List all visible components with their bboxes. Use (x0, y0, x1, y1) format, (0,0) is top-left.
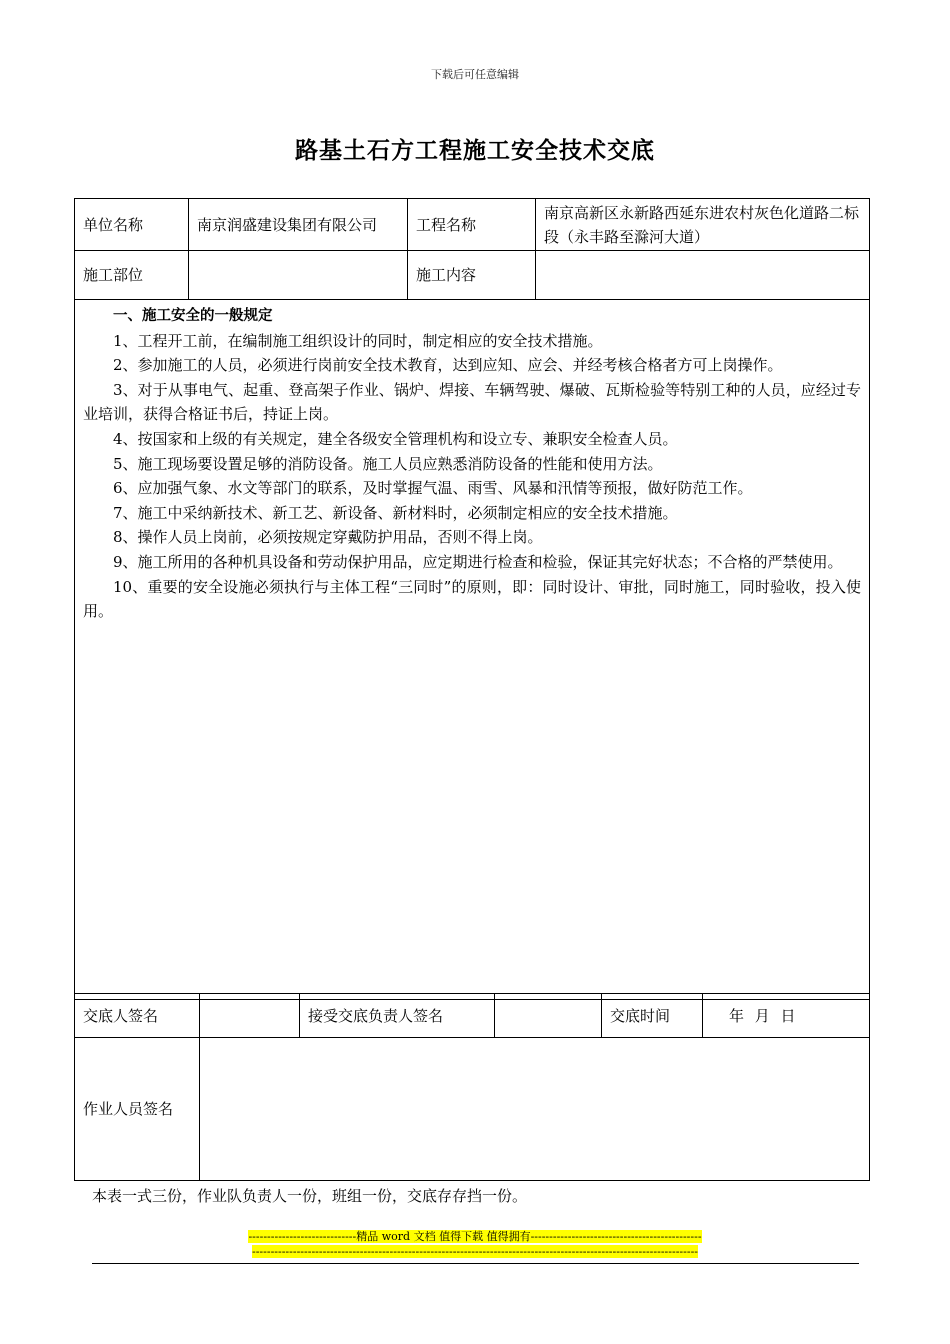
rule-item: 7、施工中采纳新技术、新工艺、新设备、新材料时，必须制定相应的安全技术措施。 (113, 503, 678, 522)
rule-item: 6、应加强气象、水文等部门的联系，及时掌握气温、雨雪、风暴和汛情等预报，做好防范工作。 (113, 479, 753, 498)
rule-item: 2、参加施工的人员，必须进行岗前安全技术教育，达到应知、应会、并经考核合格者方可上岗操作。 (113, 356, 783, 375)
info-row-unit (75, 199, 870, 251)
disclosure-body (75, 300, 870, 1000)
rule-item: 8、操作人员上岗前，必须按规定穿戴防护用品，否则不得上岗。 (113, 528, 543, 547)
rule-item: 4、按国家和上级的有关规定，建全各级安全管理机构和设立专、兼职安全检查人员。 (113, 429, 678, 448)
promo-banner (0, 1230, 950, 1244)
workers-label: 作业人员签名 (75, 1038, 200, 1181)
content-label: 施工内容 (408, 251, 536, 300)
promo-banner-dashes (0, 1245, 950, 1259)
info-row-part (75, 251, 870, 300)
info-table (74, 198, 870, 1000)
rule-item: 5、施工现场要设置足够的消防设备。施工人员应熟悉消防设备的性能和使用方法。 (113, 454, 663, 473)
promo-line-1: -----------------------------精品 word 文档 值得下载 值得拥有---------------------------------------------- (248, 1230, 702, 1243)
receiver-signature-field[interactable] (495, 994, 602, 1038)
date-field[interactable]: 年 月 日 (703, 994, 870, 1038)
section-heading: 一、施工安全的一般规定 (113, 308, 273, 324)
rule-item: 9、施工所用的各种机具设备和劳动保护用品，应定期进行检查和检验，保证其完好状态；不合格的严禁使用。 (113, 552, 843, 571)
part-label: 施工部位 (75, 251, 189, 300)
part-value (189, 251, 408, 300)
body-row (75, 300, 870, 1000)
project-value: 南京高新区永新路西延东进农村灰色化道路二标段（永丰路至滁河大道） (536, 199, 870, 251)
header-note: 下载后可任意编辑 (431, 68, 519, 81)
unit-value: 南京润盛建设集团有限公司 (189, 199, 408, 251)
unit-label: 单位名称 (75, 199, 189, 251)
discloser-label: 交底人签名 (75, 994, 200, 1038)
signature-table (74, 993, 870, 1181)
receiver-label: 接受交底负责人签名 (300, 994, 495, 1038)
workers-row (75, 1038, 870, 1181)
content-value (536, 251, 870, 300)
signature-row (75, 994, 870, 1038)
time-label: 交底时间 (602, 994, 703, 1038)
project-label: 工程名称 (408, 199, 536, 251)
document-title: 路基土石方工程施工安全技术交底 (295, 138, 655, 164)
rule-item: 3、对于从事电气、起重、登高架子作业、锅炉、焊接、车辆驾驶、爆破、瓦斯检验等特别工种的人员，应经过专业培训，获得合格证书后，持证上岗。 (83, 380, 861, 424)
rule-item: 1、工程开工前，在编制施工组织设计的同时，制定相应的安全技术措施。 (113, 331, 603, 350)
footnote: 本表一式三份，作业队负责人一份，班组一份，交底存存挡一份。 (92, 1187, 528, 1205)
bottom-divider (92, 1263, 859, 1264)
workers-signature-field[interactable] (200, 1038, 870, 1181)
discloser-signature-field[interactable] (200, 994, 300, 1038)
rule-item: 10、重要的安全设施必须执行与主体工程“三同时”的原则，即：同时设计、审批，同时施工，同时验收，投入使用。 (83, 577, 861, 621)
promo-line-2: ------------------------------------------------------------------------------------------------------------------------ (251, 1245, 698, 1258)
